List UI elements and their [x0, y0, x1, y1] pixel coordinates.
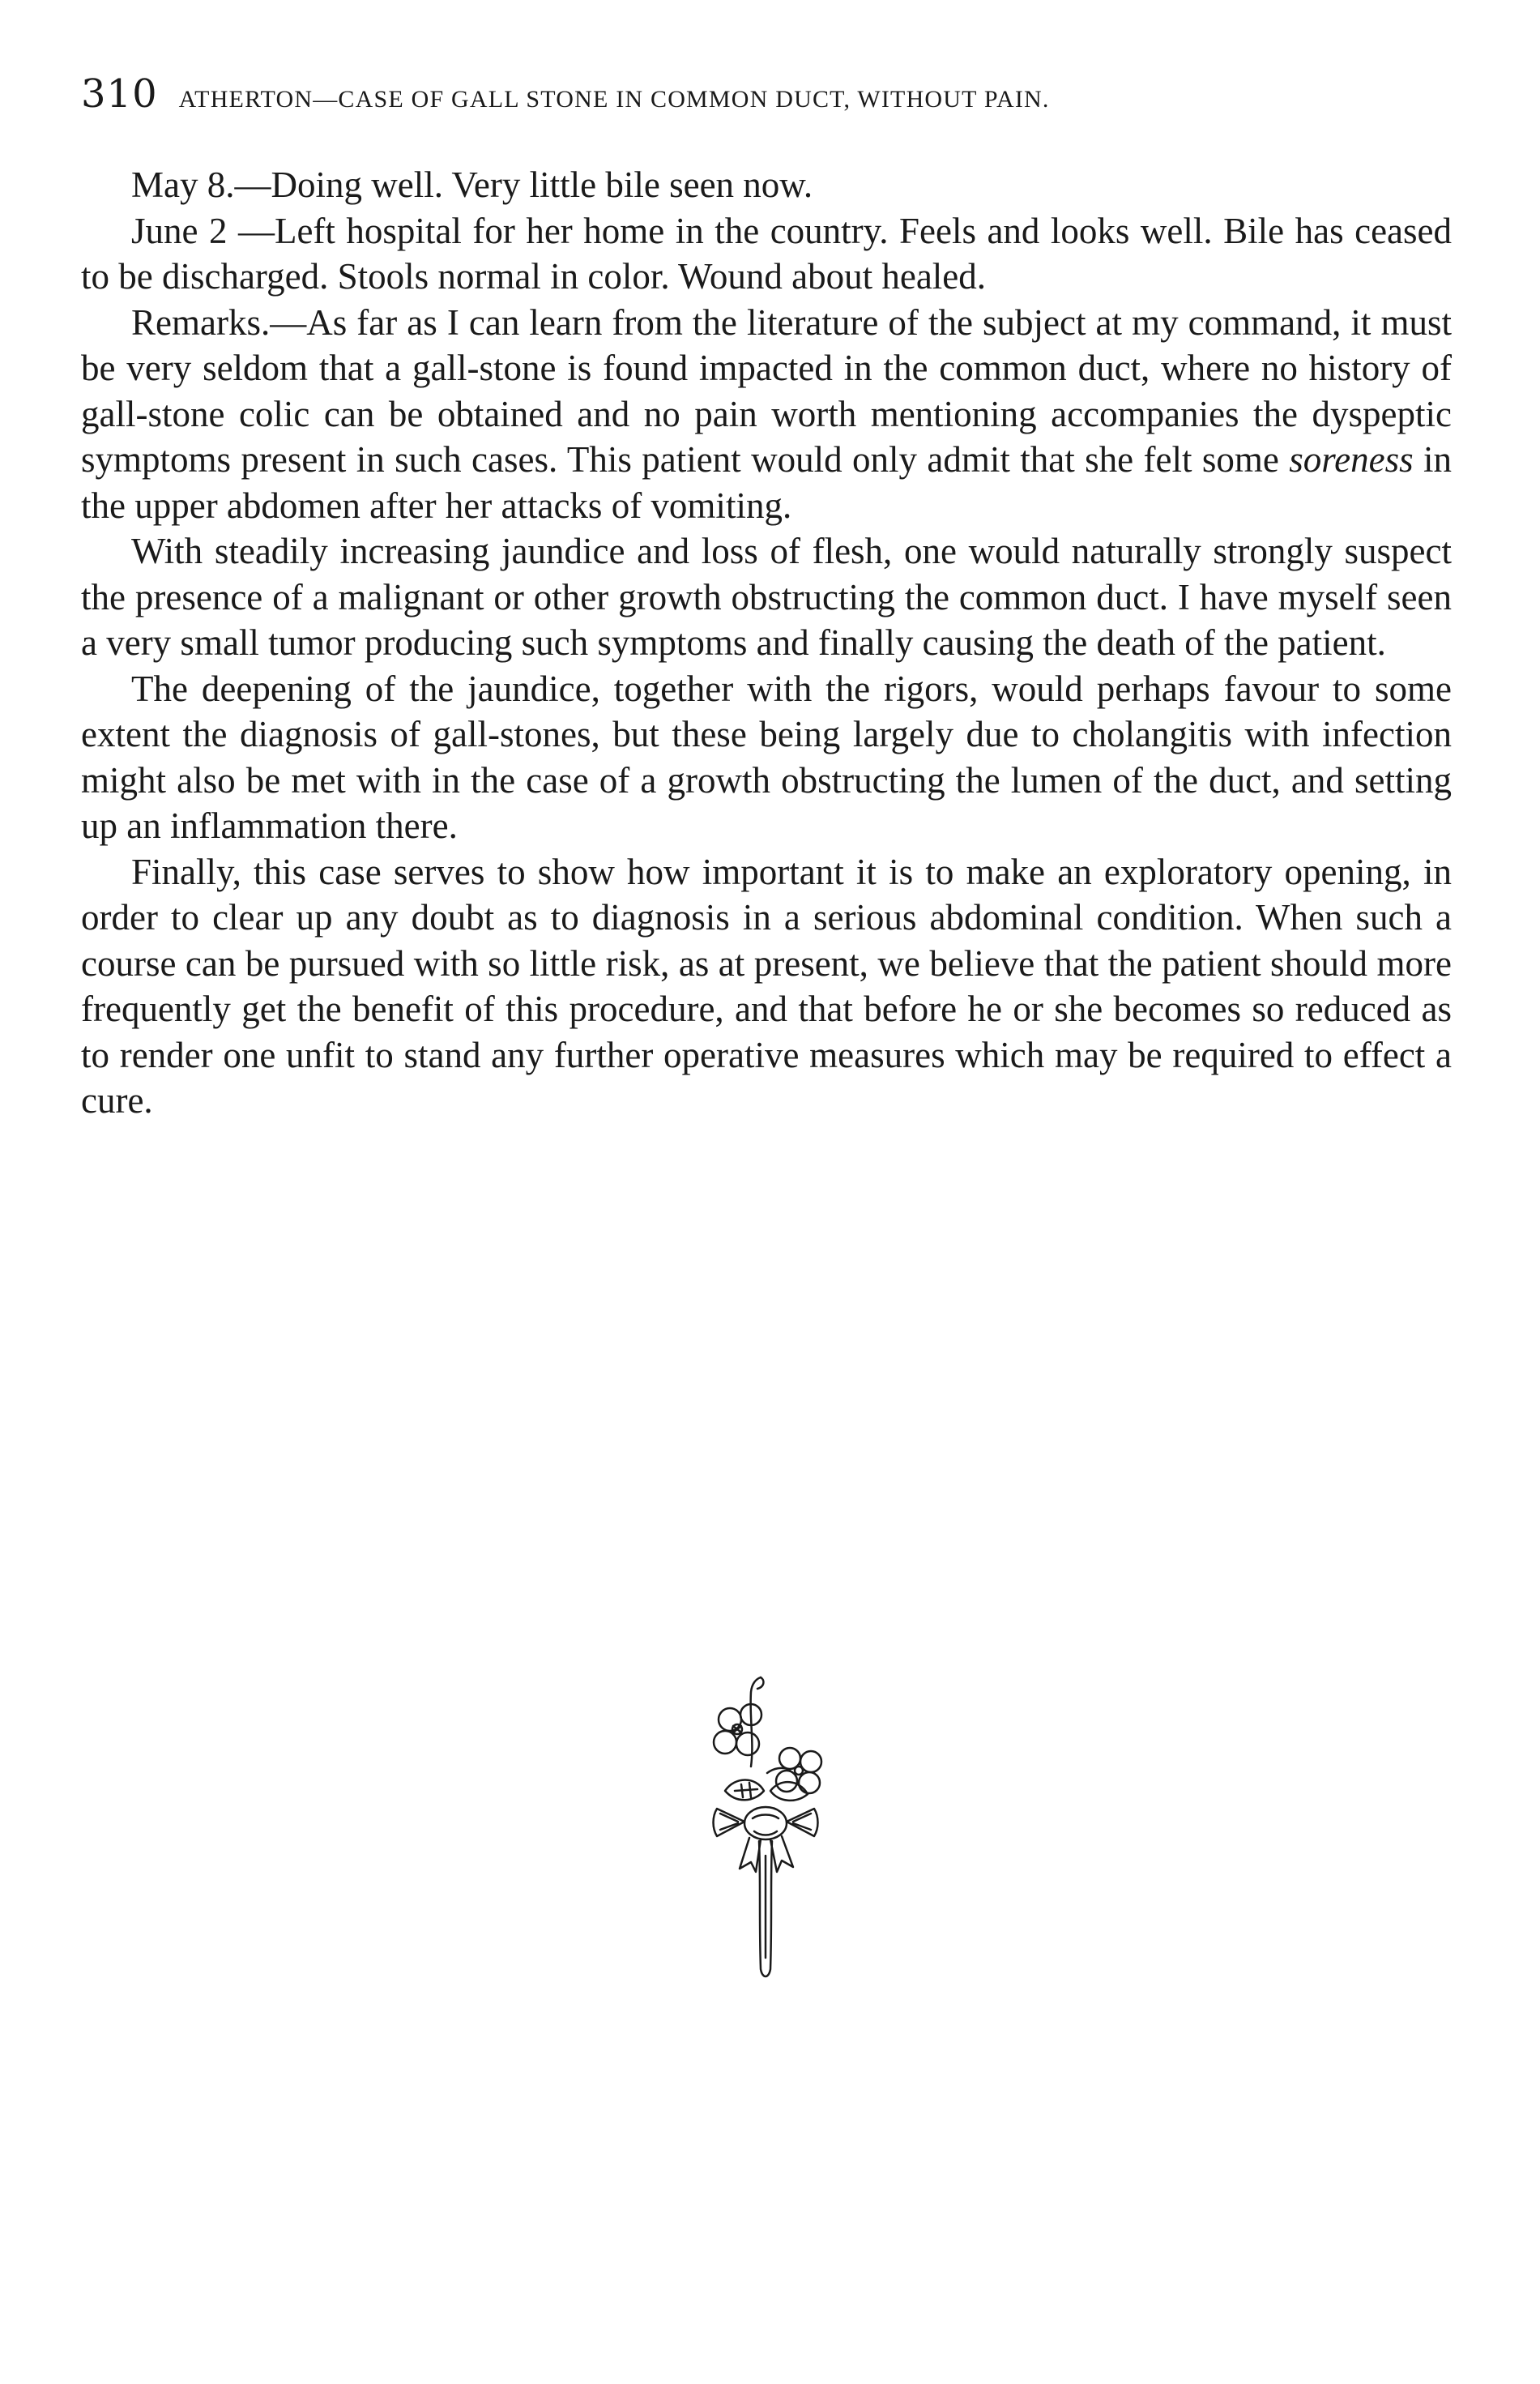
remarks-text-after: in the upper abdomen after her attacks of vomiting.	[81, 439, 1452, 526]
remarks-text-before: Remarks.—As far as I can learn from the literature of the subject at my command, it must be very seldom that a gall-stone is found impacted in the common duct, where no history of gall-stone colic can be obtained and no pain worth mentioning accompanies the dyspeptic symptoms present in such cases. This patient would only admit that she felt some	[81, 301, 1452, 480]
paragraph-remarks	[81, 300, 1452, 529]
paragraph-june-2: June 2 —Left hospital for her home in the country. Feels and looks well. Bile has ceased to be discharged. Stools normal in color. Wound about healed.	[81, 210, 1452, 297]
paragraph-may-8: May 8.—Doing well. Very little bile seen now.	[131, 164, 813, 205]
page-number: 310	[81, 71, 158, 117]
upper-flower	[714, 1704, 761, 1755]
running-title: ATHERTON—CASE OF GALL STONE IN COMMON DUCT, WITHOUT PAIN.	[178, 86, 1050, 113]
ribbon-bow	[714, 1807, 818, 1839]
running-head	[81, 71, 1458, 117]
article-body	[81, 162, 1452, 1124]
paragraph-deepening: The deepening of the jaundice, together with the rigors, would perhaps favour to some extent the diagnosis of gall-stones, but these being largely due to cholangitis with infection might also be met with in the case of a growth obstructing the lumen of the duct, and setting up an inflammation there.	[81, 668, 1452, 846]
paragraph-finally: Finally, this case serves to show how important it is to make an exploratory opening, in order to clear up any doubt as to diagnosis in a serious abdominal condition. When such a course can be pursued with so little risk, as at present, we believe that the patient should more frequently get the benefit of this procedure, and that before he or she becomes so reduced as to render one unfit to stand any further operative measures which may be required to effect a cure.	[81, 851, 1452, 1121]
remarks-emphasis: soreness	[1289, 439, 1414, 480]
floral-tailpiece-icon	[693, 1669, 838, 1993]
paragraph-steadily-increasing: With steadily increasing jaundice and loss of flesh, one would naturally strongly suspect the presence of a malignant or other growth obstructing the common duct. I have myself seen a very small tumor producing such symptoms and finally causing the death of the patient.	[81, 531, 1452, 663]
